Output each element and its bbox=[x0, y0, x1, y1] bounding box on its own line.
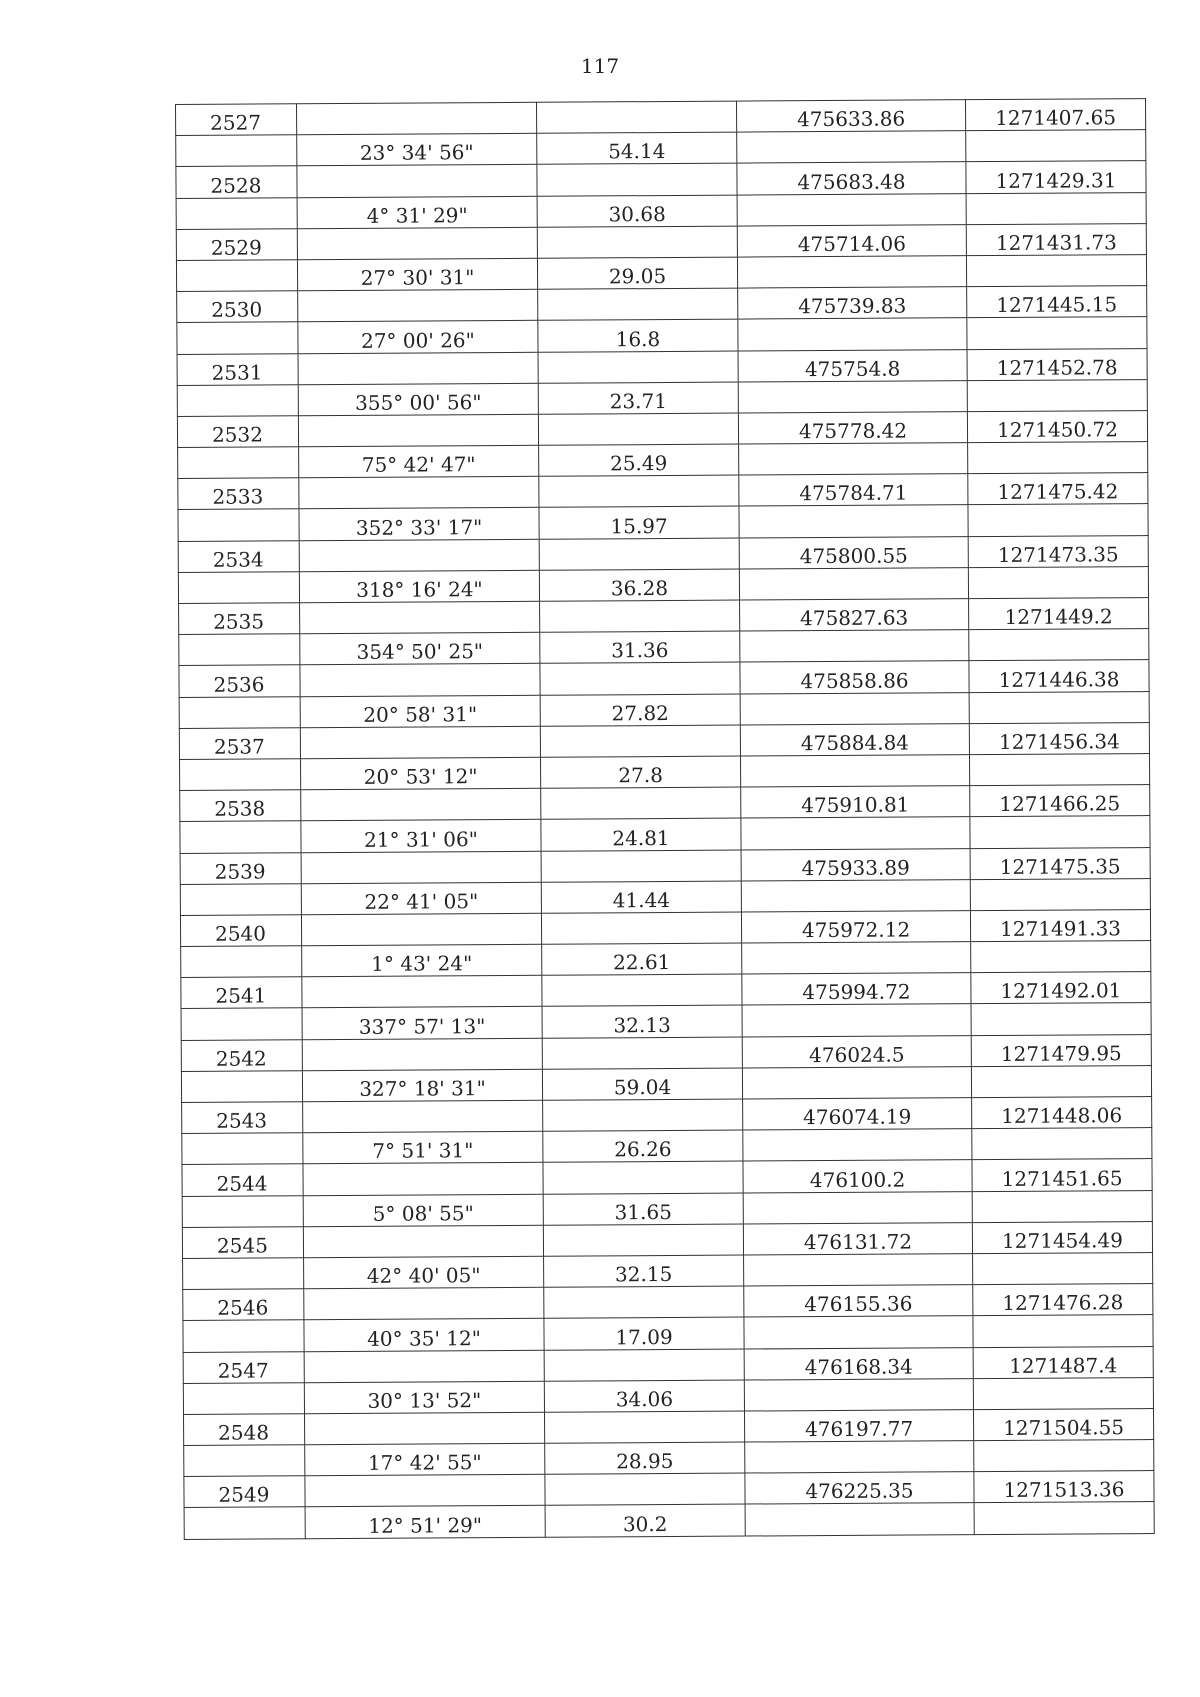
segment-distance: 41.44 bbox=[612, 887, 671, 913]
point-id: 2529 bbox=[210, 235, 262, 260]
coordinate-y: 1271446.38 bbox=[998, 666, 1120, 692]
segment-distance: 22.61 bbox=[613, 950, 671, 975]
point-id: 2545 bbox=[216, 1233, 268, 1258]
coordinates-table-body bbox=[176, 99, 1155, 1540]
coordinate-x: 476100.2 bbox=[809, 1167, 906, 1192]
coordinates-table bbox=[175, 98, 1155, 1540]
coordinate-x: 476168.34 bbox=[804, 1354, 913, 1379]
empty-cell bbox=[746, 1532, 974, 1535]
segment-distance: 30.2 bbox=[622, 1511, 668, 1536]
segment-distance: 54.14 bbox=[608, 139, 666, 164]
coordinate-x: 475784.71 bbox=[799, 480, 908, 506]
coordinate-x: 476225.35 bbox=[805, 1478, 914, 1504]
coordinate-y: 1271487.4 bbox=[1009, 1352, 1118, 1378]
bearing-angle: 20° 53' 12" bbox=[363, 764, 478, 789]
point-id: 2536 bbox=[213, 672, 265, 697]
bearing-angle: 12° 51' 29" bbox=[368, 1512, 483, 1538]
point-id: 2530 bbox=[211, 297, 263, 323]
bearing-angle: 1° 43' 24" bbox=[371, 951, 473, 977]
coordinate-y: 1271454.49 bbox=[1001, 1228, 1123, 1253]
point-id: 2542 bbox=[215, 1046, 267, 1071]
segment-distance: 24.81 bbox=[612, 825, 670, 850]
coordinate-y: 1271473.35 bbox=[997, 542, 1119, 567]
coordinate-x: 475884.84 bbox=[800, 730, 910, 756]
point-id: 2528 bbox=[210, 173, 262, 198]
point-row bbox=[180, 847, 1150, 884]
coordinate-y: 1271476.28 bbox=[1002, 1290, 1124, 1316]
point-id: 2540 bbox=[214, 921, 267, 946]
coordinate-y: 1271479.95 bbox=[1000, 1041, 1122, 1066]
coordinate-y: 1271475.35 bbox=[999, 853, 1121, 879]
bearing-angle: 318° 16' 24" bbox=[356, 577, 483, 602]
bearing-angle: 42° 40' 05" bbox=[366, 1263, 481, 1288]
point-id: 2532 bbox=[211, 422, 264, 447]
segment-distance: 16.8 bbox=[615, 326, 661, 351]
coordinate-y: 1271466.25 bbox=[999, 791, 1121, 817]
coordinate-y: 1271429.31 bbox=[995, 167, 1117, 193]
segment-distance: 30.68 bbox=[608, 201, 666, 227]
point-row bbox=[179, 660, 1149, 697]
bearing-angle: 17° 42' 55" bbox=[367, 1450, 482, 1476]
point-row bbox=[182, 1159, 1152, 1196]
point-row bbox=[176, 223, 1146, 260]
coordinate-y: 1271431.73 bbox=[995, 230, 1117, 255]
point-row bbox=[177, 348, 1147, 385]
coordinate-x: 475683.48 bbox=[797, 169, 906, 194]
coordinate-x: 475858.86 bbox=[800, 668, 909, 693]
bearing-angle: 7° 51' 31" bbox=[372, 1138, 474, 1164]
bearing-angle: 352° 33' 17" bbox=[355, 514, 483, 540]
coordinate-x: 476074.19 bbox=[803, 1104, 912, 1130]
coordinate-x: 475800.55 bbox=[799, 543, 908, 569]
bearing-angle: 337° 57' 13" bbox=[358, 1013, 486, 1039]
bearing-angle: 327° 18' 31" bbox=[359, 1076, 486, 1101]
point-id: 2547 bbox=[217, 1358, 269, 1383]
coordinate-x: 476024.5 bbox=[809, 1042, 905, 1067]
segment-distance: 17.09 bbox=[615, 1324, 673, 1349]
point-id: 2534 bbox=[212, 547, 264, 572]
coordinate-x: 476131.72 bbox=[803, 1229, 913, 1255]
segment-distance: 23.71 bbox=[609, 388, 668, 414]
segment-distance: 27.82 bbox=[611, 700, 669, 726]
bearing-angle: 4° 31' 29" bbox=[366, 202, 468, 228]
bearing-angle: 27° 00' 26" bbox=[360, 327, 475, 353]
point-id: 2548 bbox=[218, 1420, 270, 1445]
bearing-angle: 30° 13' 52" bbox=[367, 1388, 482, 1413]
segment-row bbox=[184, 1502, 1154, 1539]
page-number: 117 bbox=[580, 54, 620, 78]
point-id: 2544 bbox=[216, 1171, 268, 1196]
coordinate-y: 1271445.15 bbox=[996, 292, 1118, 318]
coordinate-x: 475910.81 bbox=[801, 792, 910, 818]
coordinate-x: 475778.42 bbox=[798, 418, 908, 444]
bearing-angle: 75° 42' 47" bbox=[361, 452, 476, 478]
empty-cell bbox=[975, 1531, 1154, 1534]
point-id: 2535 bbox=[213, 609, 265, 634]
coordinate-x: 475933.89 bbox=[801, 855, 910, 880]
point-row bbox=[178, 535, 1148, 572]
bearing-angle: 355° 00' 56" bbox=[355, 390, 482, 415]
point-row bbox=[181, 1034, 1151, 1071]
segment-distance: 31.65 bbox=[614, 1199, 672, 1225]
coordinate-x: 475754.8 bbox=[804, 356, 901, 381]
segment-distance: 31.36 bbox=[611, 638, 669, 663]
coordinate-y: 1271475.42 bbox=[997, 479, 1119, 505]
coordinates-table-wrapper bbox=[175, 98, 1154, 1540]
point-id: 2527 bbox=[210, 110, 262, 135]
coordinate-x: 475972.12 bbox=[801, 917, 911, 943]
coordinate-y: 1271407.65 bbox=[995, 105, 1117, 131]
segment-distance: 15.97 bbox=[610, 513, 668, 538]
point-id: 2538 bbox=[214, 796, 266, 822]
point-id: 2539 bbox=[214, 859, 266, 884]
coordinate-x: 475633.86 bbox=[796, 106, 906, 132]
segment-distance: 26.26 bbox=[614, 1137, 672, 1162]
segment-distance: 34.06 bbox=[615, 1386, 674, 1412]
segment-distance: 32.15 bbox=[614, 1262, 673, 1287]
coordinate-y: 1271450.72 bbox=[996, 417, 1119, 443]
segment-distance: 59.04 bbox=[613, 1074, 672, 1100]
point-id: 2531 bbox=[211, 360, 263, 385]
segment-distance: 28.95 bbox=[616, 1449, 674, 1474]
point-id: 2546 bbox=[217, 1295, 269, 1321]
coordinate-y: 1271449.2 bbox=[1004, 604, 1113, 630]
coordinate-y: 1271456.34 bbox=[998, 729, 1120, 754]
coordinate-y: 1271452.78 bbox=[996, 354, 1118, 380]
bearing-angle: 22° 41' 05" bbox=[364, 889, 479, 914]
point-row bbox=[176, 161, 1146, 198]
bearing-angle: 354° 50' 25" bbox=[356, 639, 484, 665]
coordinate-y: 1271513.36 bbox=[1003, 1477, 1125, 1503]
coordinate-x: 475827.63 bbox=[800, 605, 909, 631]
segment-distance: 27.8 bbox=[618, 763, 663, 788]
point-id: 2549 bbox=[218, 1482, 270, 1508]
point-id: 2533 bbox=[212, 484, 264, 510]
coordinate-y: 1271492.01 bbox=[1000, 978, 1122, 1004]
coordinate-y: 1271504.55 bbox=[1003, 1415, 1125, 1441]
segment-distance: 36.28 bbox=[610, 575, 669, 601]
point-row bbox=[182, 1221, 1152, 1258]
point-row bbox=[179, 722, 1149, 759]
coordinate-y: 1271448.06 bbox=[1001, 1103, 1123, 1129]
coordinate-y: 1271451.65 bbox=[1001, 1165, 1123, 1191]
bearing-angle: 5° 08' 55" bbox=[372, 1200, 474, 1226]
coordinate-y: 1271491.33 bbox=[1000, 916, 1122, 942]
bearing-angle: 27° 30' 31" bbox=[360, 265, 475, 290]
coordinate-x: 475714.06 bbox=[797, 231, 907, 257]
segment-distance: 29.05 bbox=[608, 264, 667, 289]
point-id: 2543 bbox=[216, 1108, 268, 1133]
empty-cell bbox=[185, 1536, 305, 1539]
coordinate-x: 475739.83 bbox=[798, 293, 907, 319]
coordinate-x: 476155.36 bbox=[804, 1291, 913, 1317]
segment-distance: 32.13 bbox=[613, 1012, 671, 1037]
coordinate-x: 475994.72 bbox=[802, 979, 911, 1005]
point-id: 2537 bbox=[213, 734, 265, 759]
segment-distance: 25.49 bbox=[609, 451, 668, 476]
bearing-angle: 23° 34' 56" bbox=[359, 140, 474, 166]
bearing-angle: 40° 35' 12" bbox=[367, 1325, 481, 1351]
bearing-angle: 21° 31' 06" bbox=[364, 826, 478, 852]
bearing-angle: 20° 58' 31" bbox=[363, 701, 478, 727]
point-id: 2541 bbox=[215, 983, 267, 1009]
coordinate-x: 476197.77 bbox=[804, 1416, 914, 1442]
